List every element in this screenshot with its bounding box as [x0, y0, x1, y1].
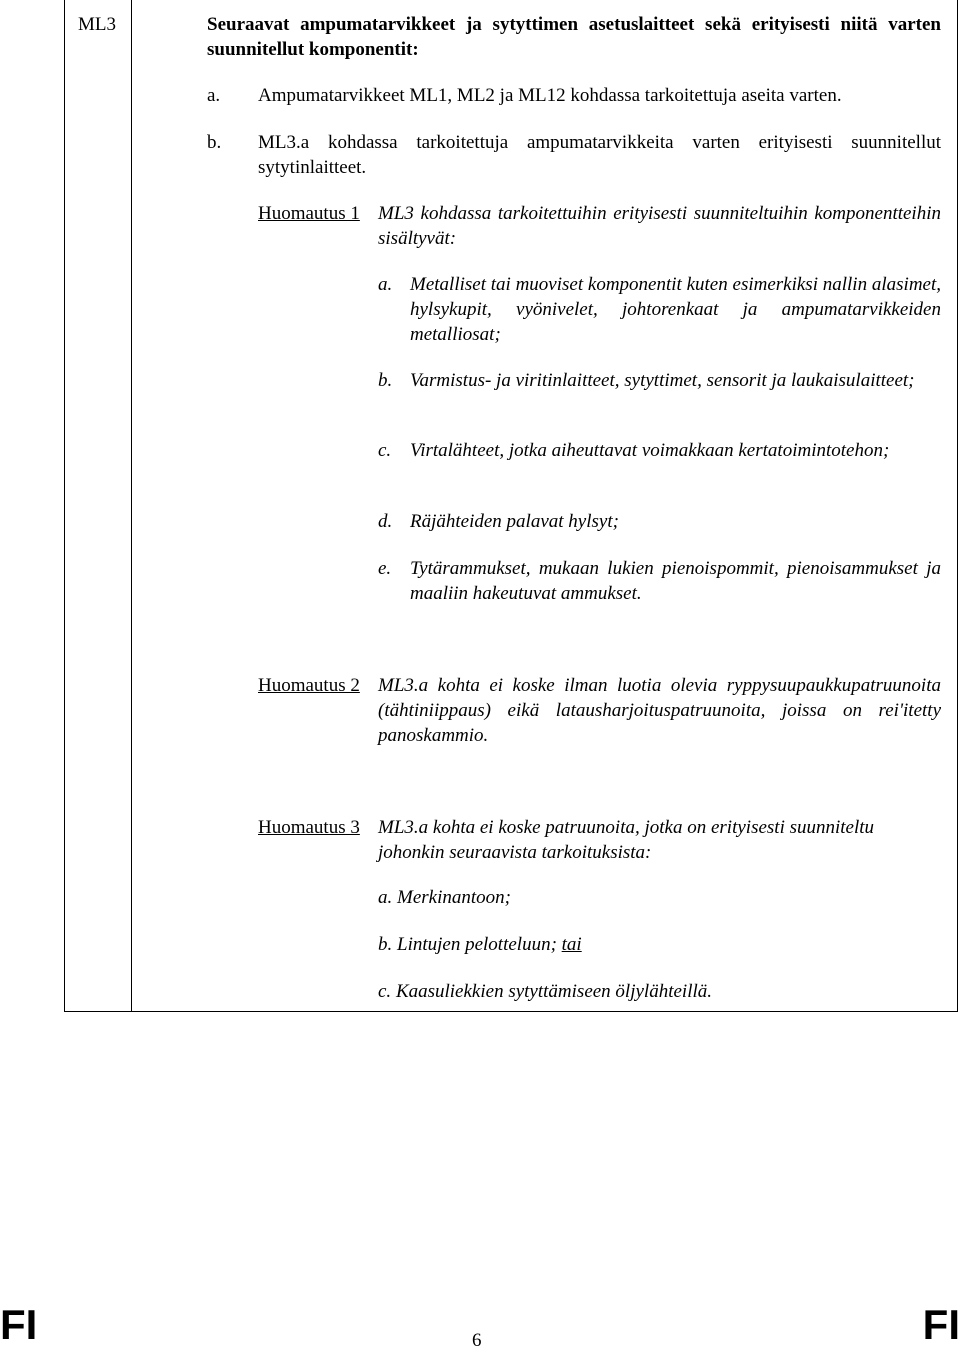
note3-item-a-text: Merkinantoon; [397, 887, 511, 908]
item-a-marker: a. [207, 85, 221, 106]
note1-item-e-marker: e. [378, 558, 392, 579]
column-divider [131, 0, 132, 1012]
note2-body: ML3.a kohta ei koske ilman luotia olevia ryppysuupaukkupatruunoita (tähtiniippaus) eikä latausharjoituspatruunoita, joissa on rei'itetty panoskammio. [378, 675, 941, 746]
note3-item-c [378, 979, 712, 1004]
note1-item-c-marker: c. [378, 440, 392, 461]
item-b-text: ML3.a kohdassa tarkoitettuja ampumatarvikkeita varten erityisesti suunnitellut sytytinlaitteet. [258, 132, 941, 178]
note3-item-c-marker: c. [378, 981, 392, 1002]
note1-item-d-text: Räjähteiden palavat hylsyt; [410, 511, 619, 532]
note1-item-a-text: Metalliset tai muoviset komponentit kuten esimerkiksi nallin alasimet, hylsykupit, vyönivelet, johtorenkaat ja ampumatarvikkeiden metalliosat; [410, 274, 941, 345]
section-heading: Seuraavat ampumatarvikkeet ja sytyttimen asetuslaitteet sekä erityisesti niitä varten suunnitellut komponentit: [207, 14, 941, 60]
note1-item-b-marker: b. [378, 370, 393, 391]
footer-language-right: FI [922, 1301, 960, 1348]
note3-item-b-suffix: tai [561, 934, 582, 955]
item-a-text: Ampumatarvikkeet ML1, ML2 ja ML12 kohdassa tarkoitettuja aseita varten. [258, 85, 842, 106]
note3-item-c-text: Kaasuliekkien sytyttämiseen öljylähteillä. [395, 981, 712, 1002]
item-b-marker: b. [207, 132, 222, 153]
note3-body: ML3.a kohta ei koske patruunoita, jotka on erityisesti suunniteltu johonkin seuraavista tarkoituksista: [378, 817, 875, 863]
note1-item-a-marker: a. [378, 274, 393, 295]
note3-item-b-text: Lintujen pelotteluun; [397, 934, 557, 955]
item-code: ML3 [78, 14, 116, 35]
note3-item-a-marker: a. [378, 887, 393, 908]
note1-item-b-text: Varmistus- ja viritinlaitteet, sytyttimet, sensorit ja laukaisulaitteet; [410, 370, 915, 391]
note1-item-e-text: Tytärammukset, mukaan lukien pienoispommit, pienoisammukset ja maaliin hakeutuvat ammukset. [410, 558, 941, 604]
page-number: 6 [472, 1330, 482, 1351]
note3-item-a [378, 885, 511, 910]
note3-item-b-marker: b. [378, 934, 393, 955]
note3-item-b [378, 932, 582, 957]
note3-label: Huomautus 3 [258, 817, 360, 838]
note1-label: Huomautus 1 [258, 203, 360, 224]
note2-label: Huomautus 2 [258, 675, 360, 696]
footer-language-left: FI [0, 1301, 38, 1348]
note1-item-d-marker: d. [378, 511, 393, 532]
note1-item-c-text: Virtalähteet, jotka aiheuttavat voimakkaan kertatoimintotehon; [410, 440, 890, 461]
note1-body: ML3 kohdassa tarkoitettuihin erityisesti suunniteltuihin komponentteihin sisältyvät: [378, 203, 941, 249]
